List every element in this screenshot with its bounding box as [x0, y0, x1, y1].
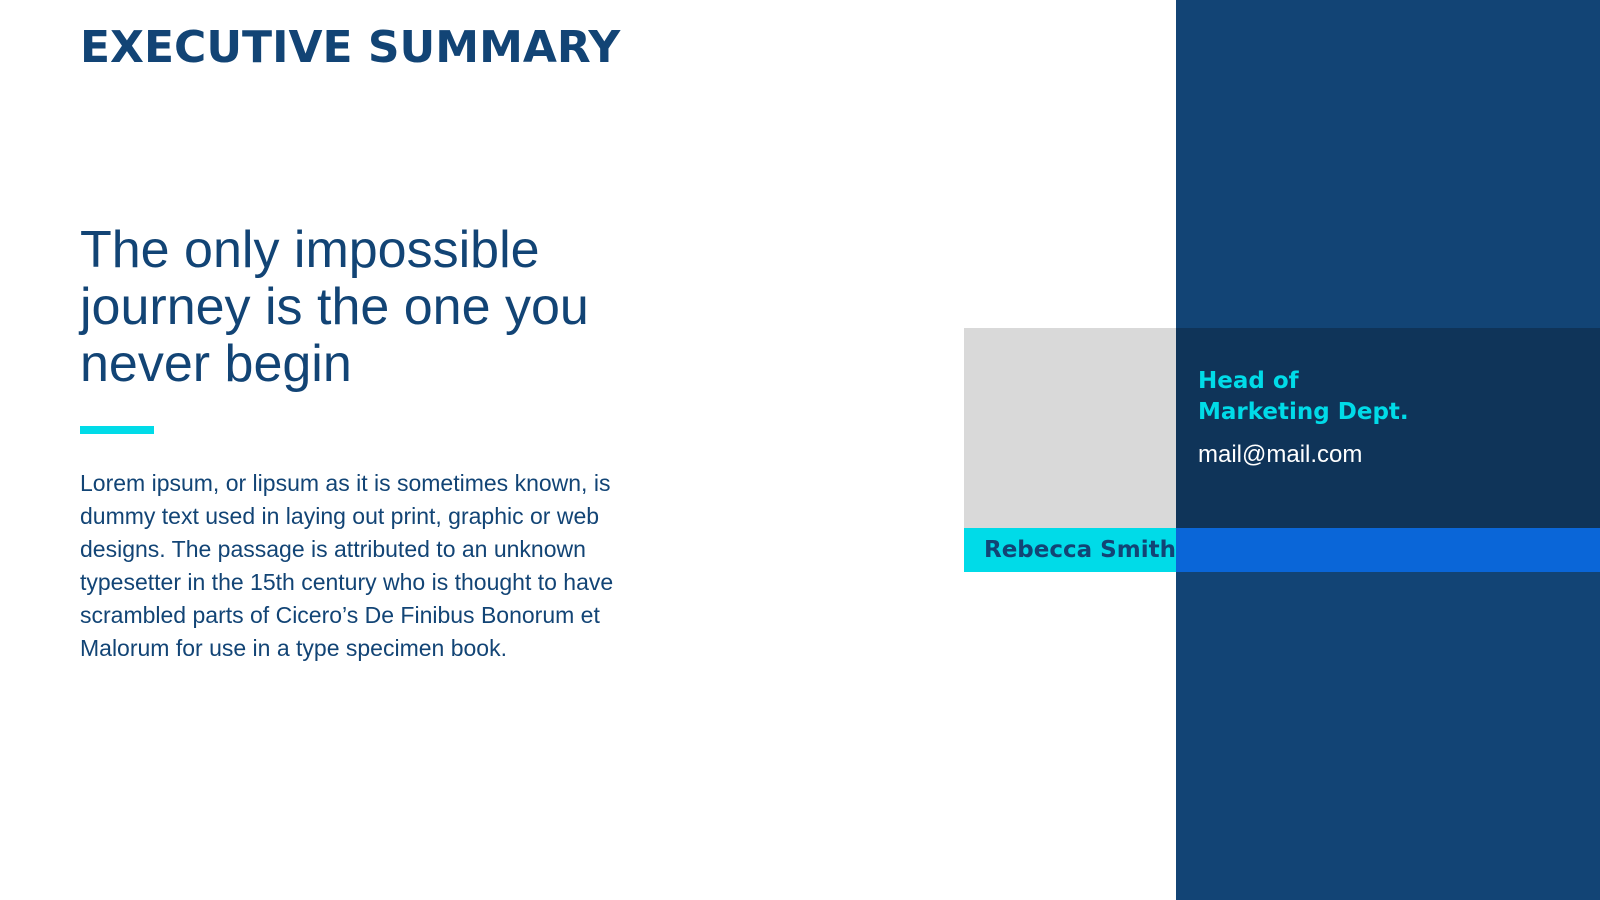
- page-title: EXECUTIVE SUMMARY: [80, 22, 621, 73]
- quote-line: never begin: [80, 335, 352, 393]
- quote-line: The only impossible: [80, 221, 540, 279]
- profile-email: mail@mail.com: [1198, 441, 1363, 468]
- accent-divider: [80, 426, 154, 434]
- quote-line: journey is the one you: [80, 278, 589, 336]
- profile-photo-placeholder: [964, 328, 1176, 528]
- profile-name-tag: [964, 528, 1176, 572]
- role-line: Head of: [1198, 368, 1299, 394]
- accent-strip: [1176, 528, 1600, 572]
- quote: [80, 222, 700, 393]
- body-paragraph: Lorem ipsum, or lipsum as it is sometimes known, is dummy text used in laying out print, graphic or web designs. The passage is attributed to an unknown typesetter in the 15th century who is thought to have scrambled parts of Cicero’s De Finibus Bonorum et Malorum for use in a type specimen book.: [80, 470, 614, 661]
- profile-role: [1198, 366, 1558, 428]
- role-line: Marketing Dept.: [1198, 399, 1409, 425]
- profile-name: Rebecca Smith: [984, 537, 1176, 563]
- profile-info-box: [1176, 328, 1600, 528]
